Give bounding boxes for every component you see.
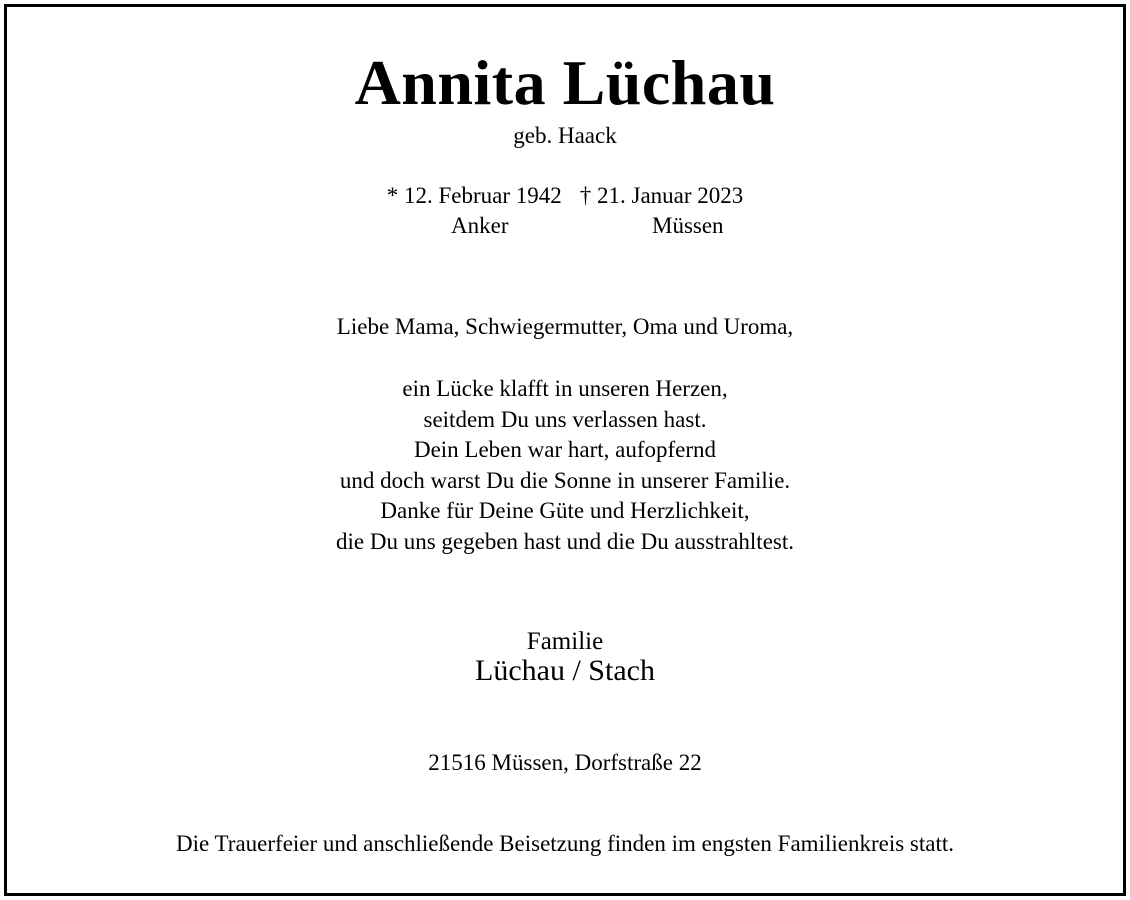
poem-line: Dein Leben war hart, aufopfernd — [413, 437, 717, 463]
salutation: Liebe Mama, Schwiegermutter, Oma und Uroma, — [336, 314, 794, 339]
maiden-name: geb. Haack — [513, 123, 617, 148]
address: 21516 Müssen, Dorfstraße 22 — [428, 750, 702, 775]
death-place: Müssen — [652, 213, 724, 238]
poem-line: seitdem Du uns verlassen hast. — [423, 406, 707, 432]
birth-place: Anker — [451, 213, 509, 238]
poem-line: die Du uns gegeben hast und die Du ausstrahltest. — [336, 528, 794, 554]
poem-line: ein Lücke klafft in unseren Herzen, — [402, 376, 728, 401]
life-dates — [0, 182, 1130, 210]
closing-note: Die Trauerfeier und anschließende Beisetzung finden im engsten Familienkreis statt. — [176, 831, 954, 856]
family-label: Familie — [526, 628, 604, 655]
birth-date: * 12. Februar 1942 — [386, 183, 562, 208]
poem — [0, 374, 1130, 558]
death-date: † 21. Januar 2023 — [579, 183, 744, 208]
family-name: Lüchau / Stach — [475, 654, 655, 687]
poem-line: Danke für Deine Güte und Herzlichkeit, — [380, 498, 750, 524]
deceased-name: Annita Lüchau — [354, 47, 776, 118]
poem-line: und doch warst Du die Sonne in unserer Familie. — [339, 467, 791, 493]
